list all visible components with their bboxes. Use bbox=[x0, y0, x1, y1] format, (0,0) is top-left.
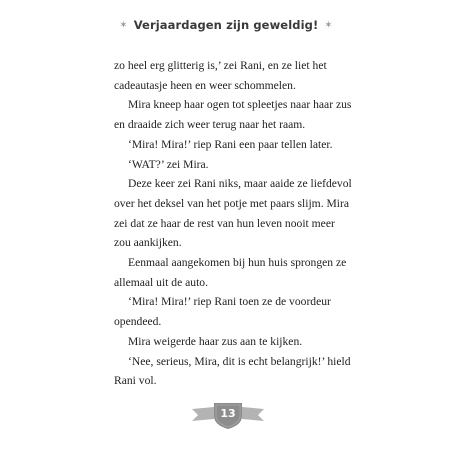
text-line: ‘WAT?’ zei Mira. bbox=[128, 157, 209, 171]
text-line: zou aankijken. bbox=[114, 236, 182, 250]
body-text bbox=[114, 56, 374, 391]
text-line: over het deksel van het potje met paars slijm. Mira bbox=[114, 196, 350, 210]
text-line: ‘Nee, serieus, Mira, dit is echt belangrijk!’ hield bbox=[128, 354, 351, 368]
star-left-icon: ✶ bbox=[119, 19, 128, 31]
star-right-icon: ✶ bbox=[324, 19, 333, 31]
text-line: allemaal uit de auto. bbox=[114, 275, 209, 289]
page-number: 13 bbox=[220, 407, 236, 420]
text-line: ‘Mira! Mira!’ riep Rani toen ze de voordeur bbox=[128, 295, 331, 309]
text-line: cadeautasje heen en weer schommelen. bbox=[114, 78, 296, 92]
text-line: opendeed. bbox=[114, 315, 162, 329]
text-line: Rani vol. bbox=[114, 374, 157, 388]
text-line: Mira weigerde haar zus aan te kijken. bbox=[128, 334, 303, 348]
text-line: zei dat ze haar de rest van hun leven nooit meer bbox=[114, 216, 335, 230]
text-line: zo heel erg glitterig is,’ zei Rani, en ze liet het bbox=[114, 59, 327, 72]
header-title: Verjaardagen zijn geweldig! bbox=[133, 18, 319, 32]
page-number-badge bbox=[190, 400, 266, 430]
text-line: Mira kneep haar ogen tot spleetjes naar haar zus bbox=[128, 98, 352, 112]
text-line: Eenmaal aangekomen bij hun huis sprongen ze bbox=[128, 256, 347, 270]
text-line: en draaide zich weer terug naar het raam. bbox=[114, 118, 306, 132]
text-line: Deze keer zei Rani niks, maar aaide ze liefdevol bbox=[128, 177, 352, 191]
running-header bbox=[0, 15, 452, 35]
text-line: ‘Mira! Mira!’ riep Rani een paar tellen later. bbox=[128, 137, 333, 151]
